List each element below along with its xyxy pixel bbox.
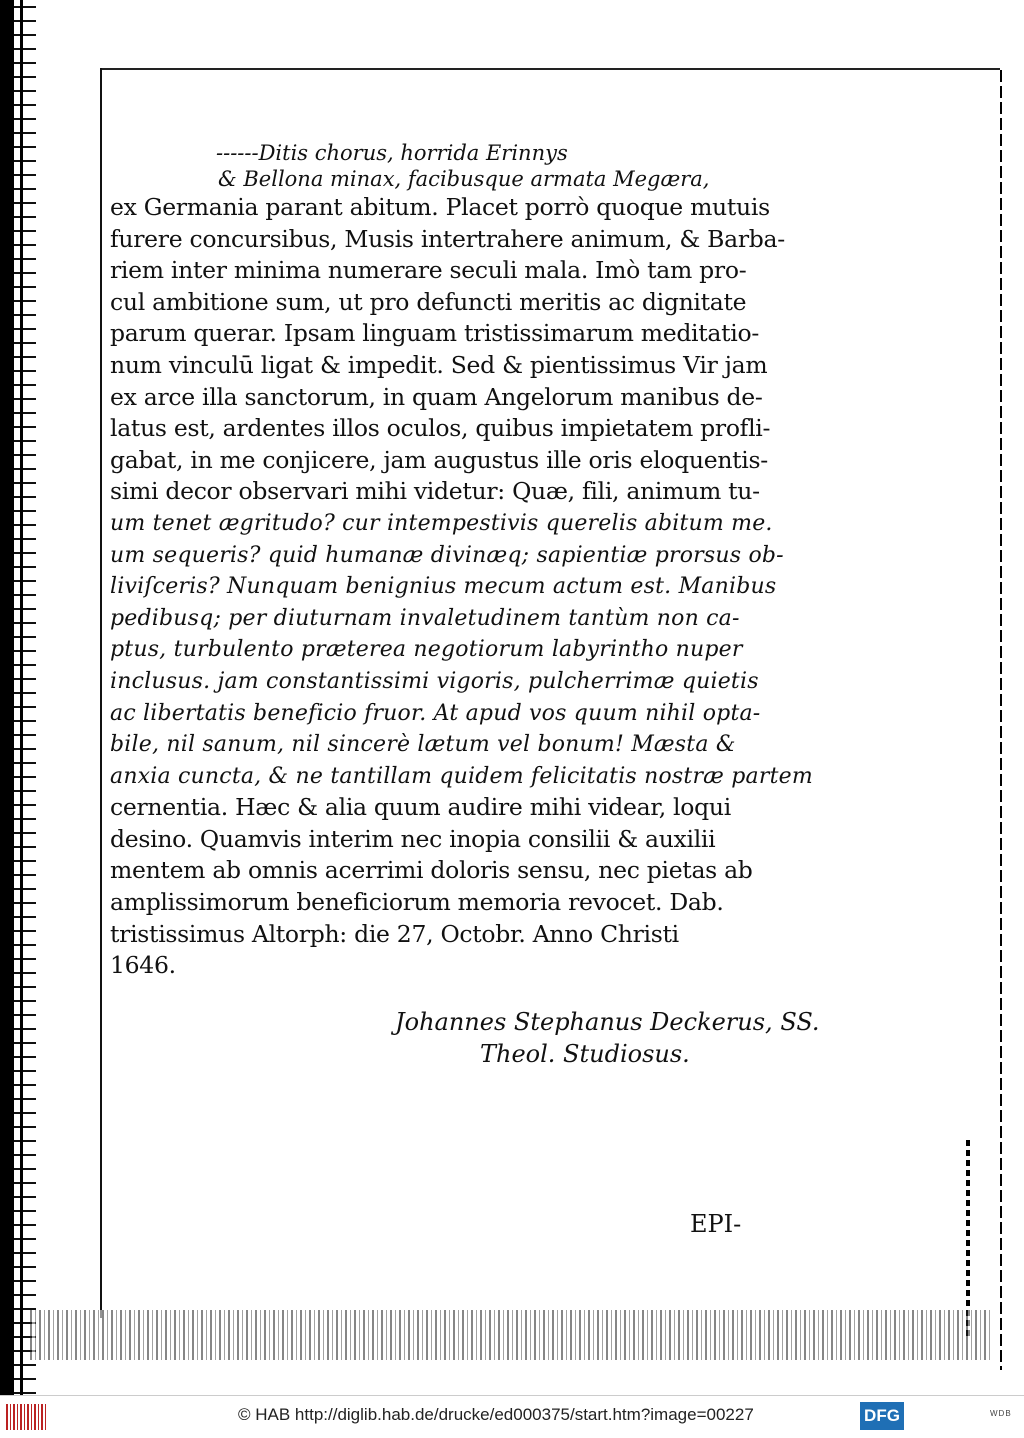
verse-line: ------Ditis chorus, horrida Erinnys (216, 141, 568, 165)
text-line: ex Germania parant abitum. Placet porrò quoque mutuis (110, 193, 770, 221)
page-bottom-edge (30, 1310, 990, 1360)
text-line: ex arce illa sanctorum, in quam Angelorum manibus de- (110, 382, 763, 411)
text-line: num vinculū ligat & impedit. Sed & pientissimus Vir jam (110, 350, 768, 379)
italic-line: anxia cuncta, & ne tantillam quidem felicitatis nostræ partem (110, 763, 813, 789)
body-text (110, 140, 813, 982)
text-line: tristissimus Altorph: die 27, Octobr. Anno Christi (110, 919, 679, 948)
verse-line: & Bellona minax, facibusque armata Megæra, (218, 167, 710, 191)
text-line: simi decor observari mihi videtur: Quæ, fili, animum tu- (110, 477, 760, 506)
text-line: riem inter minima numerare seculi mala. Imò tam pro- (110, 256, 747, 285)
text-line: cul ambitione sum, ut pro defuncti meritis ac dignitate (110, 287, 747, 316)
page-edge-left (100, 68, 102, 1318)
signature-title: Theol. Studiosus. (480, 1040, 690, 1068)
text-line: parum querar. Ipsam linguam tristissimarum meditatio- (110, 319, 759, 348)
italic-line: bile, nil sanum, nil sincerè lætum vel bonum! Mæsta & (110, 732, 736, 758)
text-line: 1646. (110, 951, 176, 980)
italic-line: pedibusq; per diuturnam invaletudinem tantùm non ca- (110, 605, 740, 631)
italic-line: um sequeris? quid humanæ divinæq; sapientiæ prorsus ob- (110, 542, 784, 568)
signature-name: Johannes Stephanus Deckerus, SS. (395, 1008, 820, 1036)
text-line: gabat, in me conjicere, jam augustus ille oris eloquentis- (110, 445, 768, 474)
text-line: latus est, ardentes illos oculos, quibus impietatem profli- (110, 414, 771, 443)
signature-block (395, 1006, 820, 1070)
binding-line (20, 0, 23, 1395)
text-line: cernentia. Hæc & alia quum audire mihi videar, loqui (110, 793, 731, 822)
text-line: furere concursibus, Musis intertrahere animum, & Barba- (110, 224, 785, 253)
dfg-logo[interactable]: DFG (860, 1402, 904, 1430)
italic-line: um tenet ægritudo? cur intempestivis querelis abitum me. (110, 510, 773, 536)
italic-line: ac libertatis beneficio fruor. At apud vos quum nihil opta- (110, 700, 761, 726)
binding-shadow (0, 0, 14, 1395)
wdb-label: WDB (990, 1409, 1012, 1418)
text-line: amplissimorum beneficiorum memoria revocet. Dab. (110, 888, 724, 917)
barcode-icon (6, 1404, 46, 1430)
catchword: EPI- (690, 1210, 742, 1238)
permalink-link[interactable]: © HAB http://diglib.hab.de/drucke/ed000375/start.htm?image=00227 (238, 1405, 754, 1424)
italic-line: ptus, turbulento præterea negotiorum labyrintho nuper (110, 637, 743, 663)
text-line: desino. Quamvis interim nec inopia consilii & auxilii (110, 824, 716, 853)
page-edge-top (100, 68, 1000, 70)
italic-line: inclusus. jam constantissimi vigoris, pulcherrimæ quietis (110, 668, 759, 694)
page-edge-right (1000, 70, 1002, 1370)
italic-line: liviſceris? Nunquam benignius mecum actum est. Manibus (110, 574, 777, 600)
text-line: mentem ab omnis acerrimi doloris sensu, nec pietas ab (110, 856, 753, 885)
viewer-footer (0, 1395, 1024, 1438)
